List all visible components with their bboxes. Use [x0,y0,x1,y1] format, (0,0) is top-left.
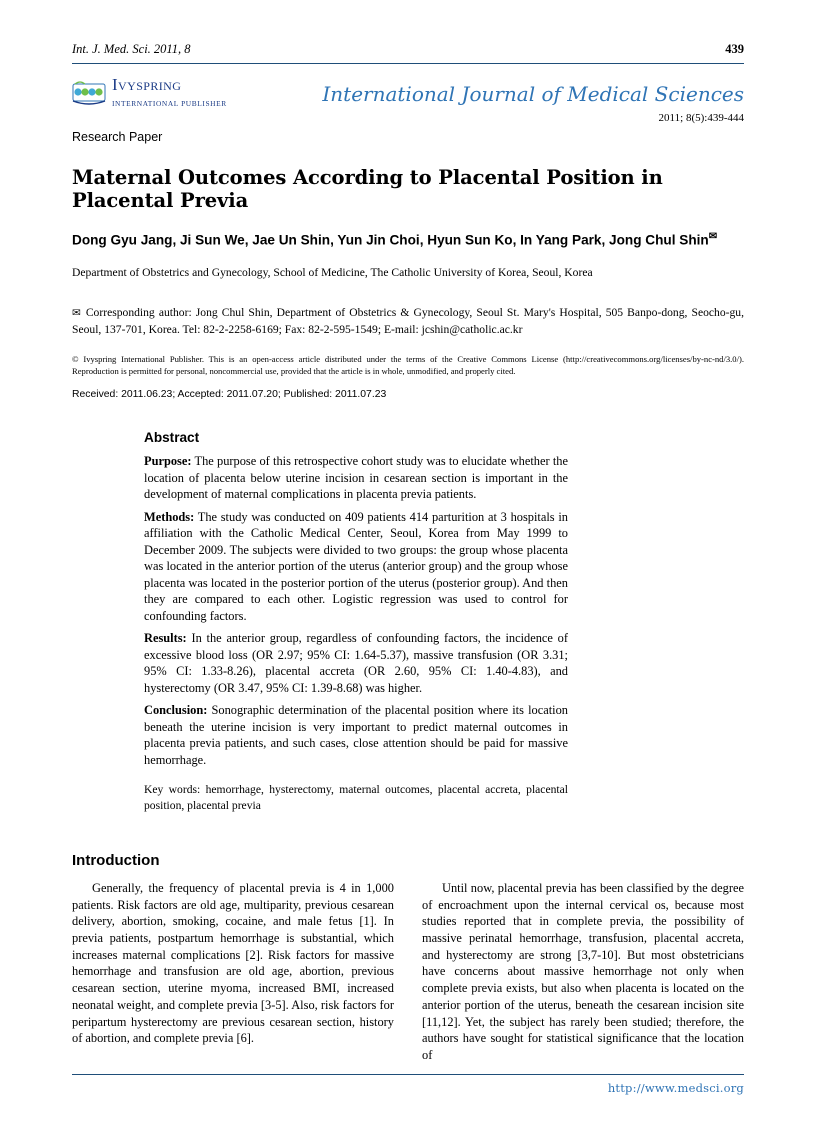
section-heading-introduction: Introduction [72,851,160,869]
running-head-left: Int. J. Med. Sci. 2011, 8 [72,42,191,56]
column-right [422,880,744,1064]
keywords: Key words: hemorrhage, hysterectomy, maternal outcomes, placental accreta, placental position, placental previa [144,783,568,813]
journal-citation: 2011; 8(5):439-444 [658,112,744,124]
abstract-results-label: Results: [144,631,187,646]
publication-dates: Received: 2011.06.23; Accepted: 2011.07.20; Published: 2011.07.23 [72,389,387,401]
intro-paragraph-right: Until now, placental previa has been classified by the degree of encroachment upon the internal cervical os, because most studies reported that in complete previa, the possibility of massive perinatal hemorrhage, transfusion, placental accreta, and hysterectomy are strong [3,7-10]. But most obstetricians have concerns about massive hemorrhage not only when complete previa exists, but also when placenta is located on the anterior portion of the uterus, beneath the cesarean incision site [11,12]. Yet, the subject has rarely been studied; therefore, the authors have sought for statistical significance that the location of [422,880,744,1063]
journal-title: International Journal of Medical Sciences [322,82,744,106]
body-columns [72,880,744,1064]
abstract-section [144,430,568,813]
abstract-results-text: In the anterior group, regardless of confounding factors, the incidence of excessive blood loss (OR 2.97; 95% CI: 1.64-5.37), massive transfusion (OR 3.31; 95% CI: 1.33-8.26), placental accreta (OR 2.60, 95% CI: 1.40-4.83), and hysterectomy (OR 3.47, 95% CI: 1.39-8.68) was higher. [144,631,568,695]
abstract-purpose-text: The purpose of this retrospective cohort study was to elucidate whether the location of placenta below uterine incision in cesarean section is important in the development of maternal complications in placenta previa patients. [144,454,568,502]
publisher-logo [72,76,227,110]
publisher-name-block [112,76,227,110]
envelope-icon: ✉ [72,307,81,319]
affiliation: Department of Obstetrics and Gynecology, School of Medicine, The Catholic University of Korea, Seoul, Korea [72,265,593,279]
corresponding-author [72,305,744,339]
page-title: Maternal Outcomes According to Placental Position in Placental Previa [72,166,663,213]
abstract-conclusion-label: Conclusion: [144,703,208,718]
ivyspring-logo-icon [72,80,106,106]
publisher-name: Ivyspring [112,75,182,94]
masthead [72,76,744,124]
abstract-methods-text: The study was conducted on 409 patients 414 parturition at 3 hospitals in affiliation with the Catholic Medical Center, Seoul, Korea from May 1999 to December 2009. The subjects were divided to two groups: the group whose placenta was located in the anterior portion of the uterus (anterior group) and the group whose placenta was located in the posterior portion of the uterus (posterior group). And then they are compared to each other. Logistic regression was used to control for confounding factors. [144,509,568,623]
page-number: 439 [725,42,744,56]
abstract-conclusion [144,702,568,768]
intro-paragraph-left: Generally, the frequency of placental previa is 4 in 1,000 patients. Risk factors are old age, multiparity, previous cesarean delivery, abortion, smoking, cocaine, and male fetus [1]. In previa patients, postpartum hemorrhage is substantial, which increases maternal complications [2]. Risk factors for massive hemorrhage and transfusion are old age, abortion, previous cesarean section, uterine myoma, increased BMI, increased neonatal weight, and complete previa [3-5]. Also, risk factors for peripartum hysterectomy are previous cesarean section, history of abortion, and complete previa [6]. [72,880,394,1046]
abstract-body [144,453,568,768]
journal-block [322,76,744,124]
abstract-purpose [144,453,568,503]
header-rule [72,63,744,64]
paper-type: Research Paper [72,130,163,144]
running-head [72,42,744,57]
copyright-notice: © Ivyspring International Publisher. This is an open-access article distributed under the terms of the Creative Commons License (http://creativecommons.org/licenses/by-nc-nd/3.0/). Reproduction is permitted for personal, noncommercial use, provided that the article is in whole, unmodified, and properly cited. [72,353,744,377]
journal-url[interactable]: http://www.medsci.org [607,1081,744,1095]
abstract-conclusion-text: Sonographic determination of the placental position where its location beneath the uterine incision is very important to predict maternal outcomes in placenta previa patients, and such cases, close attention should be paid for massive hemorrhage. [144,703,568,767]
abstract-results [144,630,568,696]
abstract-purpose-label: Purpose: [144,454,192,469]
abstract-methods [144,509,568,625]
abstract-methods-label: Methods: [144,509,195,524]
author-list [72,230,744,249]
column-left [72,880,394,1064]
abstract-heading: Abstract [144,430,200,446]
publisher-tagline: INTERNATIONAL PUBLISHER [112,99,227,108]
footer-rule [72,1074,744,1075]
author-names: Dong Gyu Jang, Ji Sun We, Jae Un Shin, Yun Jin Choi, Hyun Sun Ko, In Yang Park, Jong Chul Shin [72,232,709,248]
corresponding-text: Corresponding author: Jong Chul Shin, Department of Obstetrics & Gynecology, Seoul St. Mary's Hospital, 505 Banpo-dong, Seocho-gu, Seoul, 137-701, Korea. Tel: 82-2-2258-6169; Fax: 82-2-595-1549; E-mail: jcshin@catholic.ac.kr [72,305,744,336]
page-footer [72,1074,744,1095]
envelope-icon: ✉ [708,230,718,242]
